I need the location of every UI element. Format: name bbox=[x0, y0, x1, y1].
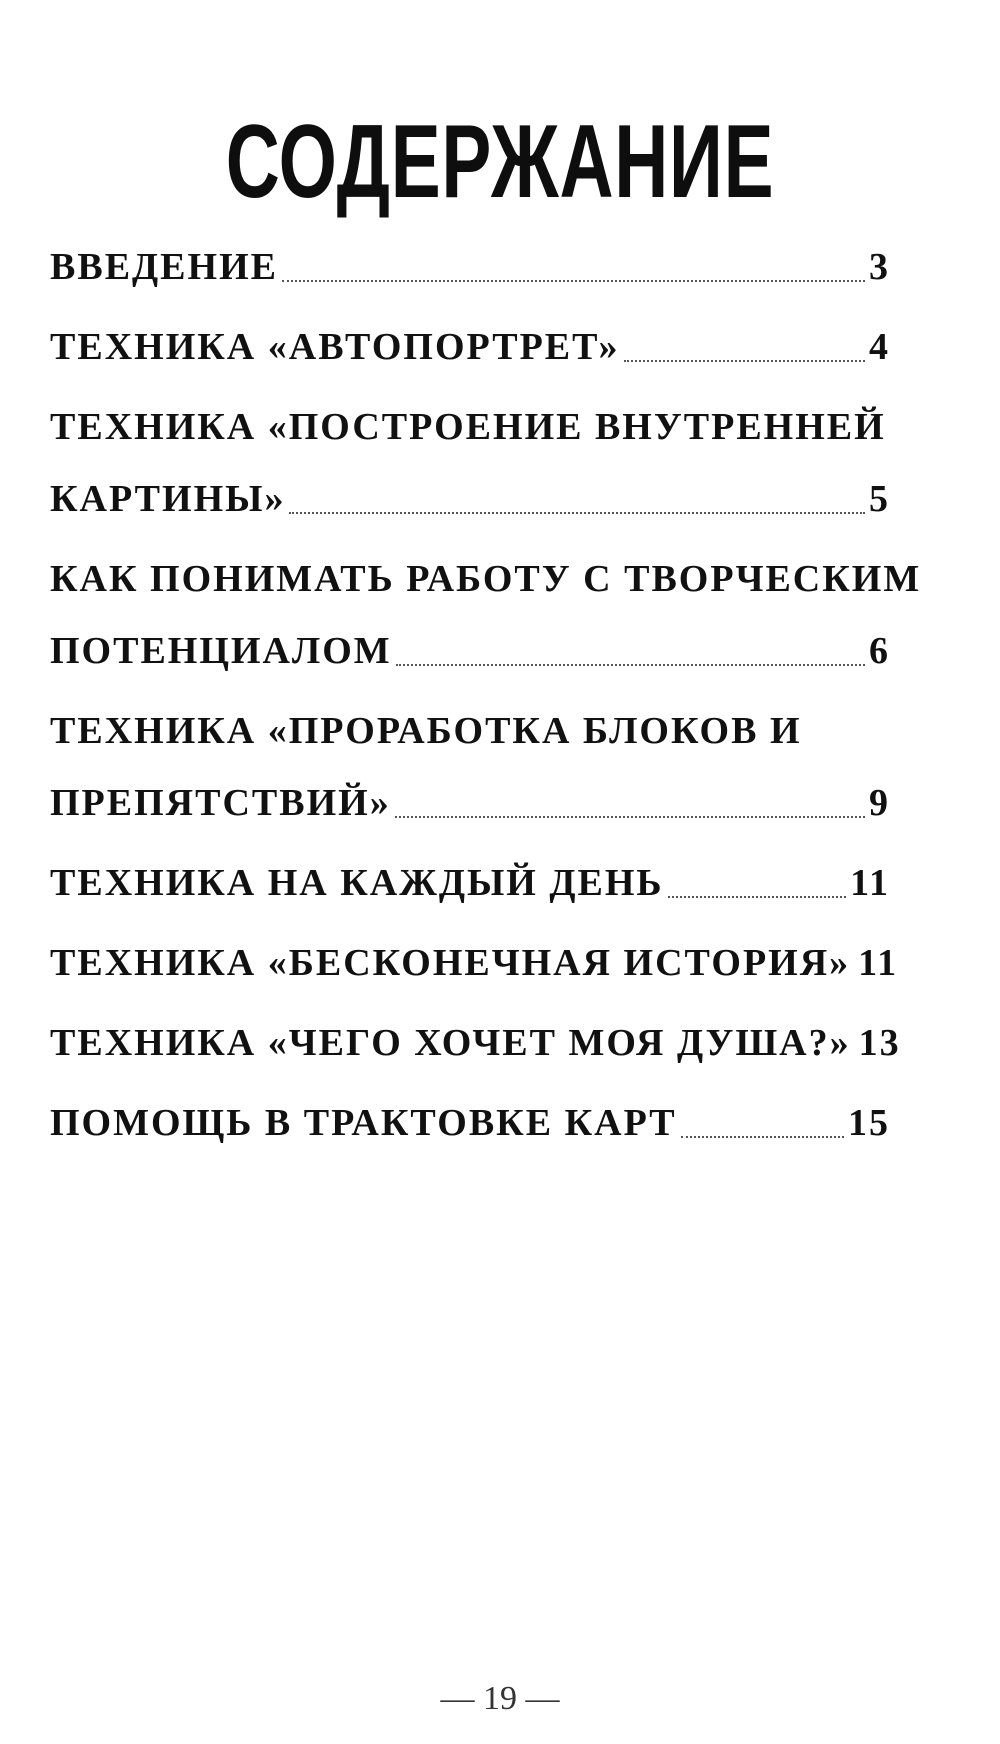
dot-leader bbox=[282, 280, 865, 282]
toc-entry-line bbox=[50, 1022, 901, 1064]
toc-entry-title: ТЕХНИКА «БЕСКОНЕЧНАЯ ИСТОРИЯ» bbox=[50, 942, 851, 984]
toc-entry-page: 11 bbox=[858, 942, 899, 984]
toc-entry-title: ПОМОЩЬ В ТРАКТОВКЕ КАРТ bbox=[50, 1102, 677, 1144]
toc-entry[interactable] bbox=[50, 942, 899, 984]
dot-leader bbox=[396, 664, 865, 666]
toc-entry[interactable] bbox=[50, 328, 890, 366]
toc-entry-page: 9 bbox=[869, 782, 890, 824]
toc-entry-line bbox=[50, 480, 890, 518]
toc-entry-title: ПОТЕНЦИАЛОМ bbox=[50, 630, 392, 672]
toc-entry-title: ПРЕПЯТСТВИЙ» bbox=[50, 782, 391, 824]
toc-entry-line bbox=[50, 1104, 890, 1142]
dot-leader bbox=[681, 1136, 844, 1138]
table-of-contents bbox=[50, 246, 922, 1184]
dot-leader bbox=[395, 816, 865, 818]
toc-entry-page: 13 bbox=[858, 1022, 901, 1064]
toc-entry[interactable] bbox=[50, 712, 890, 822]
toc-entry-title: КАРТИНЫ» bbox=[50, 478, 286, 520]
toc-entry[interactable] bbox=[50, 248, 890, 286]
toc-entry[interactable] bbox=[50, 864, 890, 902]
toc-entry-page: 6 bbox=[869, 630, 890, 672]
toc-entry[interactable] bbox=[50, 558, 922, 672]
dot-leader bbox=[289, 512, 865, 514]
toc-entry-line bbox=[50, 942, 899, 984]
toc-entry[interactable] bbox=[50, 1104, 890, 1142]
toc-entry-line bbox=[50, 784, 890, 822]
toc-entry-title: ТЕХНИКА «АВТОПОРТРЕТ» bbox=[50, 326, 620, 368]
toc-entry-page: 11 bbox=[850, 862, 890, 904]
toc-entry[interactable] bbox=[50, 408, 890, 518]
toc-entry-line bbox=[50, 328, 890, 366]
toc-entry-line bbox=[50, 632, 890, 670]
toc-entry-line bbox=[50, 248, 890, 286]
dot-leader bbox=[624, 360, 866, 362]
toc-entry-title: ТЕХНИКА НА КАЖДЫЙ ДЕНЬ bbox=[50, 862, 664, 904]
dot-leader bbox=[668, 896, 847, 898]
toc-entry-page: 15 bbox=[848, 1102, 890, 1144]
toc-entry-page: 3 bbox=[869, 246, 890, 288]
toc-entry-title: ТЕХНИКА «ЧЕГО ХОЧЕТ МОЯ ДУША?» bbox=[50, 1022, 851, 1064]
page-title: СОДЕРЖАНИЕ bbox=[225, 104, 775, 220]
toc-entry-title-line1: ТЕХНИКА «ПОСТРОЕНИЕ ВНУТРЕННЕЙ bbox=[50, 406, 886, 448]
toc-entry-page: 5 bbox=[869, 478, 890, 520]
toc-entry[interactable] bbox=[50, 1022, 901, 1064]
toc-entry-line bbox=[50, 864, 890, 902]
toc-entry-page: 4 bbox=[869, 326, 890, 368]
toc-entry-title-line1: КАК ПОНИМАТЬ РАБОТУ С ТВОРЧЕСКИМ bbox=[50, 558, 922, 600]
page-number: — 19 — bbox=[440, 1680, 560, 1717]
toc-entry-title: ВВЕДЕНИЕ bbox=[50, 246, 278, 288]
toc-entry-title-line1: ТЕХНИКА «ПРОРАБОТКА БЛОКОВ И bbox=[50, 710, 802, 752]
